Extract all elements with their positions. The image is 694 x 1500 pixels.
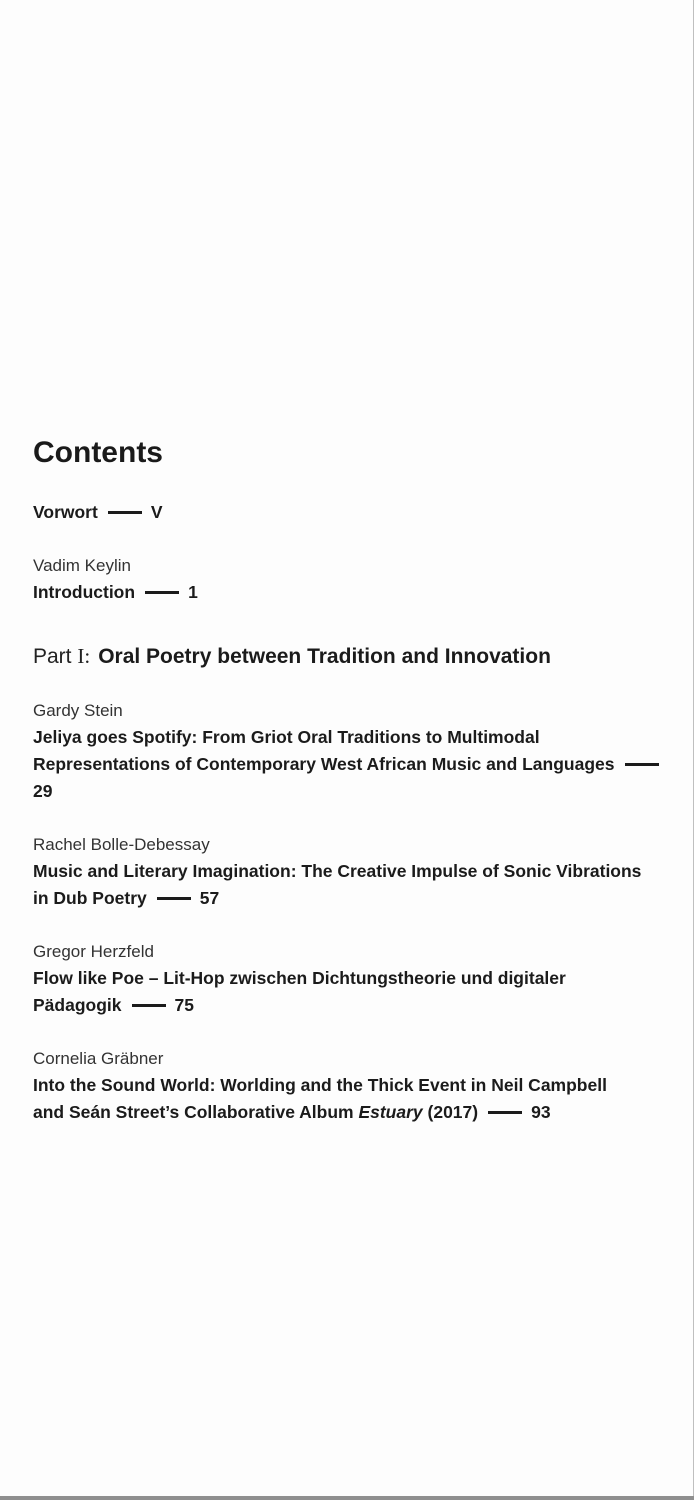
toc-entry-title-line bbox=[33, 858, 678, 885]
toc-entry-title: Music and Literary Imagination: The Creative Impulse of Sonic Vibrations bbox=[33, 861, 642, 881]
toc-entry-title-italic: Estuary bbox=[358, 1102, 423, 1122]
toc-page-number: 93 bbox=[531, 1102, 551, 1122]
toc-entry-author: Rachel Bolle-Debessay bbox=[33, 835, 210, 854]
toc-entry-introduction bbox=[33, 552, 678, 606]
part-label-word: Part bbox=[33, 645, 78, 668]
page-rule bbox=[145, 591, 179, 594]
toc-entry-title-line bbox=[33, 751, 678, 805]
toc-entry-title: Introduction bbox=[33, 582, 136, 602]
contents-body bbox=[33, 437, 678, 1126]
toc-entry-title: Vorwort bbox=[33, 502, 98, 522]
toc-entry-title-line bbox=[33, 1072, 678, 1099]
part-heading bbox=[33, 642, 678, 671]
toc-entry-title: (2017) bbox=[422, 1102, 479, 1122]
page-bottom-bar bbox=[0, 1496, 694, 1500]
toc-entry-title: Flow like Poe – Lit-Hop zwischen Dichtungstheorie und digitaler bbox=[33, 968, 566, 988]
toc-entry-herzfeld bbox=[33, 938, 678, 1019]
toc-entry-author: Gregor Herzfeld bbox=[33, 942, 154, 961]
toc-entry-graebner bbox=[33, 1045, 678, 1126]
page-title: Contents bbox=[33, 436, 163, 469]
toc-entry-bolle bbox=[33, 831, 678, 912]
toc-entry-title: Representations of Contemporary West African Music and Languages bbox=[33, 754, 615, 774]
toc-entry-title: in Dub Poetry bbox=[33, 888, 147, 908]
page-rule bbox=[157, 897, 191, 900]
toc-entry-title-line bbox=[33, 579, 678, 606]
toc-entry-stein bbox=[33, 697, 678, 805]
toc-entry-author: Gardy Stein bbox=[33, 701, 123, 720]
toc-entry-title-line bbox=[33, 724, 678, 751]
toc-page-number: 57 bbox=[199, 888, 220, 908]
page-rule bbox=[488, 1111, 522, 1114]
toc-entry-title-line bbox=[33, 965, 678, 992]
toc-page-number: 1 bbox=[188, 582, 198, 602]
part-title: Oral Poetry between Tradition and Innovation bbox=[98, 645, 551, 668]
toc-entry-title-line bbox=[33, 499, 678, 526]
toc-page-number: 75 bbox=[174, 995, 194, 1015]
toc-entry-vorwort bbox=[33, 499, 678, 526]
page-rule bbox=[625, 763, 659, 766]
part-label bbox=[33, 645, 90, 668]
toc-entry-author: Vadim Keylin bbox=[33, 556, 131, 575]
toc-page-number: V bbox=[150, 502, 163, 522]
toc-entry-title: Pädagogik bbox=[33, 995, 122, 1015]
part-numeral: I: bbox=[77, 644, 91, 668]
toc-entry-title: Into the Sound World: Worlding and the Thick Event in Neil Campbell bbox=[33, 1075, 607, 1095]
page-rule bbox=[108, 511, 142, 514]
page-rule bbox=[132, 1004, 166, 1007]
toc-entry-title: Jeliya goes Spotify: From Griot Oral Traditions to Multimodal bbox=[33, 727, 540, 747]
toc-entry-title-line bbox=[33, 992, 678, 1019]
toc-entry-author: Cornelia Gräbner bbox=[33, 1049, 164, 1068]
toc-page-number: 29 bbox=[33, 781, 53, 801]
toc-entry-title-line bbox=[33, 885, 678, 912]
toc-entry-title: and Seán Street’s Collaborative Album bbox=[33, 1102, 359, 1122]
toc-entry-title-line bbox=[33, 1099, 678, 1126]
